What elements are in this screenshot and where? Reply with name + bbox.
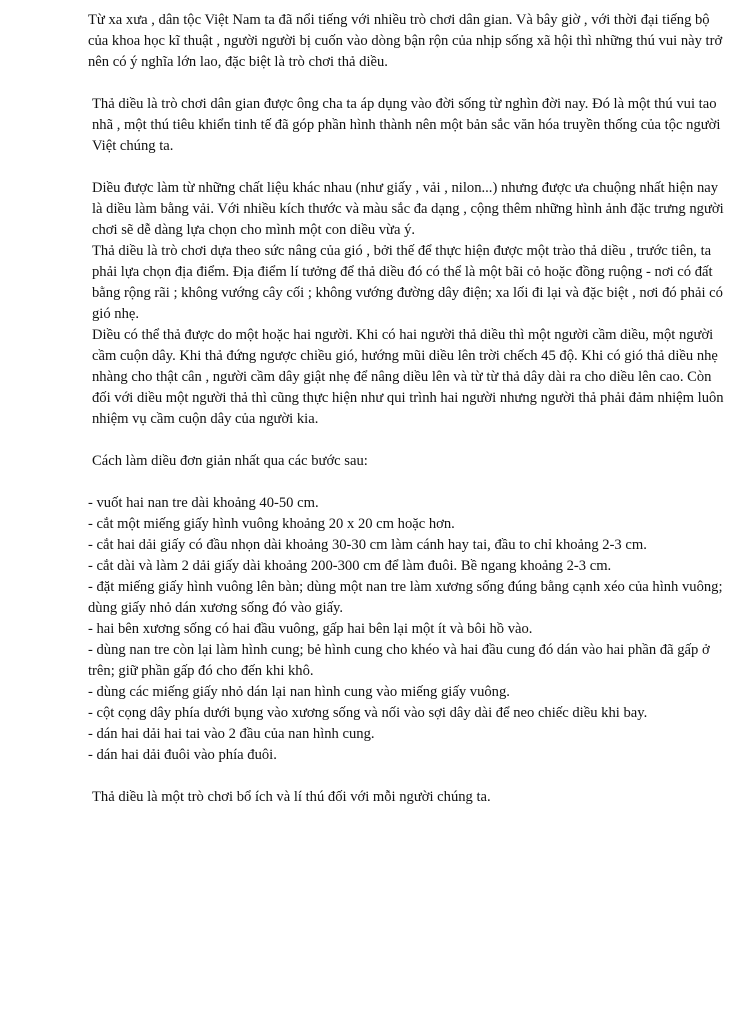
paragraph-gap — [88, 766, 728, 787]
document-body — [88, 10, 728, 808]
paragraph-gap — [88, 430, 728, 451]
steps-heading: Cách làm diều đơn giản nhất qua các bước sau: — [92, 453, 368, 469]
heritage-paragraph: Thả diều là trò chơi dân gian được ông cha ta áp dụng vào đời sống từ nghìn đời nay. Đó là một thú vui tao nhã , một thú tiêu khiển tinh tế đã góp phần hình thành nên một bản sắc văn hóa truyền thống của tộc người Việt chúng ta. — [92, 96, 721, 154]
paragraph-gap — [88, 472, 728, 493]
list-item: - hai bên xương sống có hai đầu vuông, gấp hai bên lại một ít và bôi hồ vào. — [88, 621, 533, 637]
paragraph-gap — [88, 157, 728, 178]
paragraph-gap — [88, 73, 728, 94]
intro-paragraph: Từ xa xưa , dân tộc Việt Nam ta đã nổi tiếng với nhiều trò chơi dân gian. Và bây giờ , với thời đại tiếng bộ của khoa học kĩ thuật , người người bị cuốn vào dòng bận rộn của nhịp sống xã hội thì những thú vui này trở nên có ý nghĩa lớn lao, đặc biệt là trò chơi thả diều. — [88, 12, 723, 70]
list-item: - cắt dài và làm 2 dải giấy dài khoảng 200-300 cm để làm đuôi. Bề ngang khoảng 2-3 cm. — [88, 558, 612, 574]
list-item: - đặt miếng giấy hình vuông lên bàn; dùng một nan tre làm xương sống đúng bằng cạnh xéo của hình vuông; dùng giấy nhỏ dán xương sống đó vào giấy. — [88, 579, 723, 616]
list-item: - cột cọng dây phía dưới bụng vào xương sống và nối vào sợi dây dài để neo chiếc diều khi bay. — [88, 705, 648, 721]
list-item: - dán hai dải hai tai vào 2 đầu của nan hình cung. — [88, 726, 375, 742]
location-paragraph: Thả diều là trò chơi dựa theo sức nâng của gió , bởi thế để thực hiện được một trào thả diều , trước tiên, ta phải lựa chọn địa điểm. Địa điểm lí tưởng để thả diều đó có thể là một bãi cỏ hoặc đồng ruộng - nơi có đất bằng rộng rãi ; không vướng cây cối ; không vướng đường dây điện; xa lối đi lại và đặc biệt , nơi đó phải có gió nhẹ. — [92, 243, 723, 322]
list-item: - vuốt hai nan tre dài khoảng 40-50 cm. — [88, 495, 319, 511]
list-item: - dùng các miếng giấy nhỏ dán lại nan hình cung vào miếng giấy vuông. — [88, 684, 510, 700]
list-item: - dùng nan tre còn lại làm hình cung; bẻ hình cung cho khéo và hai đầu cung đó dán vào hai phần đã gấp ở trên; giữ phần gấp đó cho đến khi khô. — [88, 642, 710, 679]
list-item: - dán hai dải đuôi vào phía đuôi. — [88, 747, 277, 763]
flying-method-paragraph: Diều có thể thả được do một hoặc hai người. Khi có hai người thả diều thì một người cầm diều, một người cầm cuộn dây. Khi thả đứng ngược chiều gió, hướng mũi diều lên trời chếch 45 độ. Khi có gió thả diều nhẹ nhàng cho thật cân , người cầm dây giật nhẹ để nâng diều lên và từ từ thả dây dài ra cho diều lên cao. Còn đối với diều một người thả thì cũng thực hiện như qui trình hai người nhưng người thả phải đảm nhiệm luôn nhiệm vụ cầm cuộn dây của người kia. — [92, 327, 724, 427]
list-item: - cắt hai dải giấy có đầu nhọn dài khoảng 30-30 cm làm cánh hay tai, đầu to chỉ khoảng 2-3 cm. — [88, 537, 647, 553]
conclusion-paragraph: Thả diều là một trò chơi bổ ích và lí thú đối với mỗi người chúng ta. — [92, 789, 491, 805]
steps-list — [88, 493, 728, 766]
list-item: - cắt một miếng giấy hình vuông khoảng 20 x 20 cm hoặc hơn. — [88, 516, 455, 532]
materials-paragraph: Diều được làm từ những chất liệu khác nhau (như giấy , vải , nilon...) nhưng được ưa chuộng nhất hiện nay là diều làm bằng vải. Với nhiều kích thước và màu sắc đa dạng , cộng thêm những hình ảnh đặc trưng người chơi sẽ dễ dàng lựa chọn cho mình một con diều vừa ý. — [92, 180, 724, 238]
